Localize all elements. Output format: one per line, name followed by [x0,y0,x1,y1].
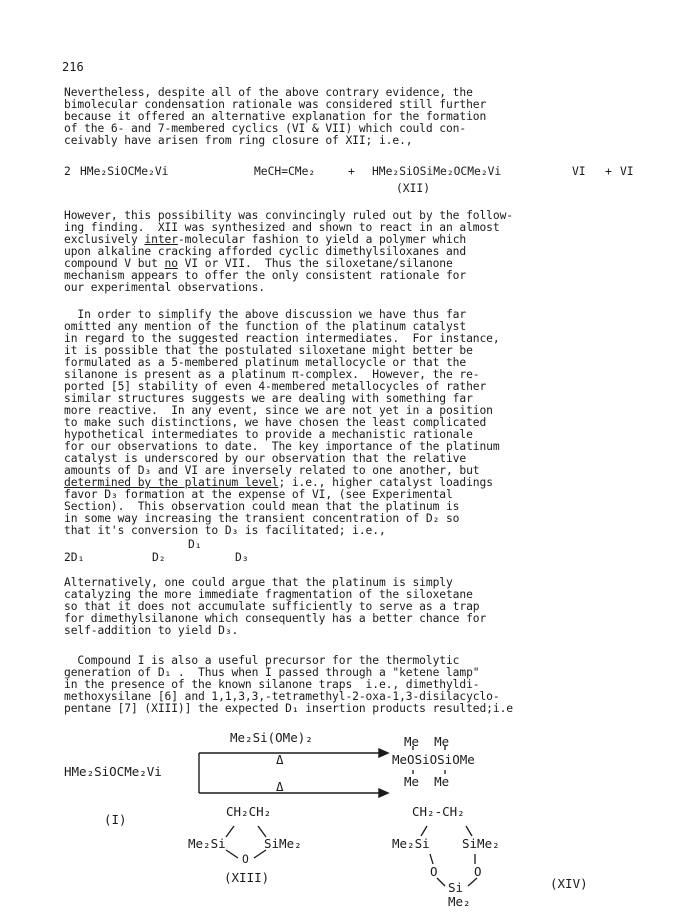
text-line: Compound I is also a useful precursor for the thermolytic [64,654,460,667]
text-line: In order to simplify the above discussion we have thus far [64,308,467,321]
text-line: upon alkaline cracking afforded cyclic dimethylsiloxanes and [64,245,467,258]
text-line: it is possible that the postulated siloxetane might better be [64,344,473,357]
eq1-label: (XII) [396,182,431,195]
text-line: for our observations to date. The key importance of the platinum [64,440,500,453]
text-line: more reactive. In any event, since we are not yet in a position [64,404,493,417]
xiii-right-silicon: SiMe₂ [264,836,302,851]
text-line: bimolecular condensation rationale was considered still further [64,98,487,111]
text-line: compound V but no VI or VII. Thus the siloxetane/silanone [64,257,453,270]
text-line: omitted any mention of the function of the platinum catalyst [64,320,467,333]
text-line: similar structures suggests we are dealing with something far [64,392,473,405]
text-line: in regard to the suggested reaction intermediates. For instance, [64,332,500,345]
delta-symbol-1: Δ [276,752,284,767]
xiv-oxygen-right: O [474,864,482,879]
underlined-term: inter [144,233,178,246]
text-line: because it offered an alternative explanation for the formation [64,110,487,123]
text-line: generation of D₁ . Thus when I passed through a "ketene lamp" [64,666,480,679]
eq2-right: D₃ [235,551,249,564]
eq2-left: 2D₁ [64,551,85,564]
text-line: ceivably have arisen from ring closure of XII; i.e., [64,134,413,147]
eq1-plus2: + [605,165,612,178]
text-line: However, this possibility was convincingly ruled out by the follow- [64,209,513,222]
text-line: Nevertheless, despite all of the above contrary evidence, the [64,86,473,99]
xiv-label: (XIV) [550,876,588,891]
xiii-ethylene: CH₂CH₂ [226,804,272,819]
text-line: for dimethylsilanone which consequently has a better chance for [64,612,487,625]
text-line: mechanism appears to offer the only consistent rationale for [64,269,467,282]
text-line: catalyst is underscored by our observation that the relative [64,452,467,465]
text-line: catalyzing the more immediate fragmentation of the siloxetane [64,588,473,601]
text-line: that it's conversion to D₃ is facilitated; i.e., [64,524,386,537]
text-line: favor D₃ formation at the expense of VI, (see Experimental [64,488,453,501]
xiv-right-silicon: SiMe₂ [462,836,500,851]
xiv-left-silicon: Me₂Si [392,836,430,851]
text-line: ported [5] stability of even 4-membered metallocycles of rather [64,380,487,393]
reagent-dimethoxysilane: Me₂Si(OMe)₂ [230,730,313,745]
eq1-product2: HMe₂SiOSiMe₂OCMe₂Vi [372,165,502,178]
text-line: methoxysilane [6] and 1,1,3,3,-tetramethyl-2-oxa-1,3-disilacyclo- [64,690,500,703]
text-line: in some way increasing the transient concentration of D₂ so [64,512,460,525]
text-line: so that it does not accumulate sufficiently to serve as a trap [64,600,480,613]
underlined-term: no [164,257,178,270]
eq1-product3: VI [572,165,586,178]
xiv-oxygen-left: O [430,864,438,879]
xiv-central-silicon: Si [448,880,464,895]
product1-bottom-methyls: Me Me [404,774,450,789]
text-line: formulated as a 5-membered platinum metallocycle or that the [64,356,467,369]
xiii-label: (XIII) [224,870,270,885]
eq1-plus: + [348,165,355,178]
eq1-reactant: HMe₂SiOCMe₂Vi [80,165,169,178]
eq1-product1: MeCH=CMe₂ [254,165,316,178]
product1-formula: MeOSiOSiOMe [392,752,475,767]
text-line: exclusively inter-molecular fashion to yield a polymer which [64,233,467,246]
text-line: of the 6- and 7-membered cyclics (VI & VII) which could con- [64,122,467,135]
text-line: to make such distinctions, we have chosen the least complicated [64,416,487,429]
xiv-central-methyls: Me₂ [448,894,471,909]
text-line: amounts of D₃ and VI are inversely related to one another, but [64,464,480,477]
xiv-ethylene: CH₂-CH₂ [412,804,465,819]
text-line: silanone is present as a platinum π-complex. However, the re- [64,368,480,381]
eq1-coefficient: 2 [64,165,71,178]
eq1-product4: VI [620,165,634,178]
page-number: 216 [62,60,84,74]
text-line: self-addition to yield D₃. [64,624,239,637]
text-line: Section). This observation could mean that the platinum is [64,500,460,513]
start-compound: HMe₂SiOCMe₂Vi [64,764,162,779]
xiii-oxygen: O [242,853,249,866]
text-line: in the presence of the known silanone traps i.e., dimethyldi- [64,678,480,691]
start-compound-label: (I) [104,812,127,827]
text-line: ing finding. XII was synthesized and shown to react in an almost [64,221,500,234]
underlined-phrase: determined by the platinum level [64,476,279,489]
eq2-mid: D₂ [152,551,166,564]
text-line: pentane [7] (XIII)] the expected D₁ insertion products resulted;i.e [64,702,513,715]
delta-symbol-2: Δ [276,779,284,794]
text-line: our experimental observations. [64,281,266,294]
eq2-over: D₁ [188,538,202,551]
text-line: determined by the platinum level; i.e., higher catalyst loadings [64,476,493,489]
xiii-left-silicon: Me₂Si [188,836,226,851]
product1-top-methyls: Me Me [404,734,450,749]
text-line: hypothetical intermediates to provide a mechanistic rationale [64,428,473,441]
text-line: Alternatively, one could argue that the platinum is simply [64,576,453,589]
